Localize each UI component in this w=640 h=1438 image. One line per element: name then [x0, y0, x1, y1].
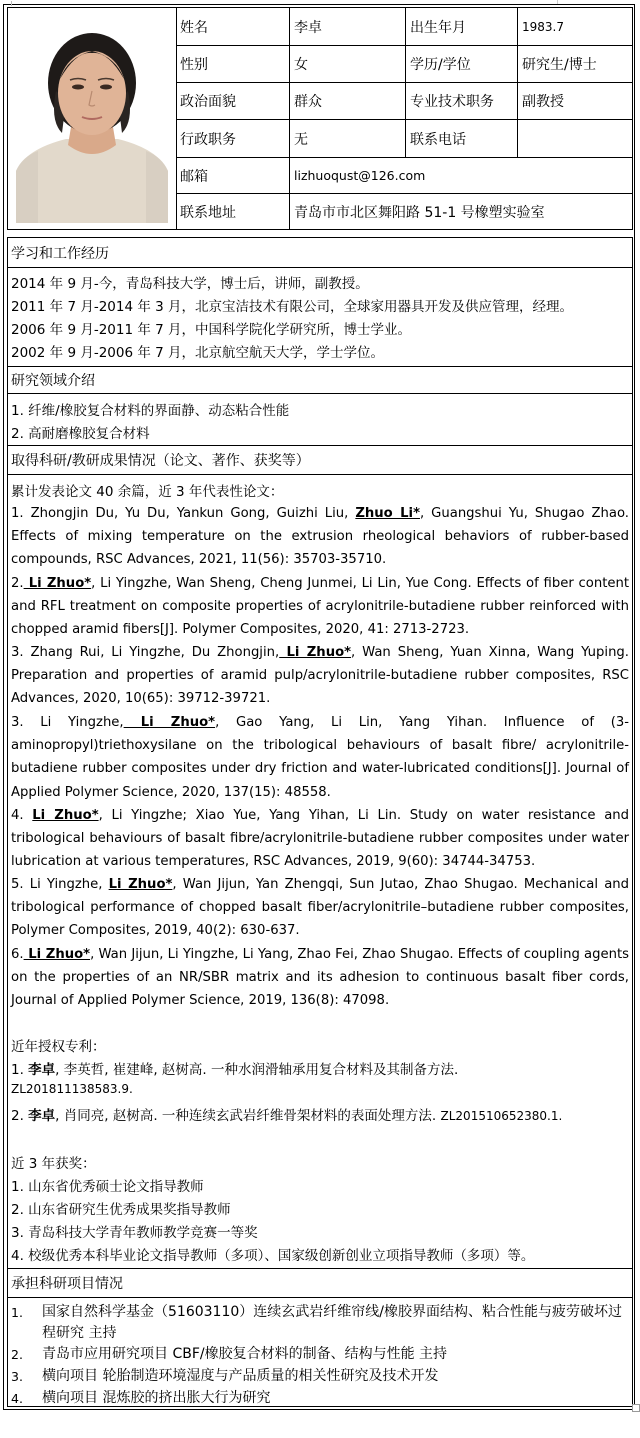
paper-authors: 1. Zhongjin Du, Yu Du, Yankun Gong, Guizhi Liu,: [11, 506, 356, 521]
label-address: 联系地址: [176, 194, 290, 229]
value-name: 李卓: [290, 8, 406, 45]
self-author: Li Zhuo*: [32, 808, 99, 823]
paper-citation: , Li Yingzhe; Xiao Yue, Yang Yihan, Li Lin. Study on water resistance and tribological behaviours of basalt fibre/acrylonitrile-butadiene rubber composites under water lubrication at various temperatures, RSC Advances, 2019, 9(60): 34744-34753.: [11, 808, 629, 870]
self-author: Li Zhuo*: [23, 947, 91, 962]
value-admin-post: 无: [290, 120, 406, 157]
profile-row-gender: [176, 46, 632, 83]
project-number: 1.: [11, 1305, 23, 1320]
value-degree: 研究生/博士: [522, 57, 597, 73]
project-number: 3.: [11, 1369, 23, 1384]
profile-row-email: [176, 158, 632, 194]
profile-grid: [176, 8, 632, 229]
paper-item: [11, 873, 629, 943]
person-portrait-icon: [16, 21, 168, 223]
project-text: 横向项目 轮胎制造环境湿度与产品质量的相关性研究及技术开发: [42, 1368, 439, 1384]
patent-code: ZL201510652380.1.: [440, 1109, 563, 1123]
paper-authors: 2.: [11, 576, 24, 591]
profile-table: [7, 7, 633, 230]
paper-item: [11, 804, 629, 874]
paper-citation: , Li Yingzhe, Wan Sheng, Cheng Junmei, Li Lin, Yue Cong. Effects of fiber content and RFL treatment on composite properties of acrylonitrile-butadiene rubber reinforced with chopped aramid fibers[J]. Polymer Composites, 2020, 41: 2713-2723.: [11, 576, 630, 638]
patent-item: [11, 1058, 458, 1078]
paper-authors: 3. Li Yingzhe,: [11, 715, 124, 730]
experience-item: 2002 年 9 月-2006 年 7 月，北京航空航天大学，学士学位。: [11, 345, 385, 361]
experience-item: 2006 年 9 月-2011 年 7 月，中国科学院化学研究所，博士学业。: [11, 322, 412, 338]
self-author: Li Zhuo*: [279, 645, 352, 660]
research-item: 1. 纤维/橡胶复合材料的界面静、动态粘合性能: [11, 403, 290, 419]
self-author: Zhuo Li*: [355, 506, 420, 521]
patent-number: 1.: [11, 1062, 29, 1078]
patents-intro: 近年授权专利：: [11, 1039, 106, 1055]
paper-citation: , Gao Yang, Li Lin, Yang Yihan. Influence of (3-aminopropyl)triethoxysilane on the tribological behaviours of basalt fibre/ acrylonitrile-butadiene rubber composites under dry friction and water-lubricated conditions[J]. Journal of Applied Polymer Science, 2020, 137(15): 48558.: [11, 715, 629, 800]
paper-authors: 6.: [11, 947, 24, 962]
project-item: [11, 1344, 631, 1365]
project-text: 青岛市应用研究项目 CBF/橡胶复合材料的制备、结构与性能 主持: [42, 1346, 448, 1362]
award-item: 2. 山东省研究生优秀成果奖指导教师: [11, 1202, 231, 1218]
paper-citation: , Wan Jijun, Yan Zhengqi, Sun Jutao, Zhao Shugao. Mechanical and tribological performance of chopped basalt fiber/acrylonitrile–butadiene rubber composites, Polymer Composites, 2019, 40(2): 630-637.: [11, 877, 630, 939]
profile-row-politics: [176, 83, 632, 120]
resize-handle[interactable]: [632, 1404, 640, 1412]
self-inventor: 李卓: [28, 1108, 56, 1124]
paper-authors: 5. Li Yingzhe,: [11, 877, 109, 892]
self-inventor: 李卓: [28, 1062, 56, 1078]
label-name: 姓名: [176, 8, 290, 45]
paper-item: [11, 641, 629, 711]
photo-cell: [8, 8, 177, 229]
self-author: Li Zhuo*: [108, 877, 173, 892]
paper-authors: 4.: [11, 808, 33, 823]
project-item: [11, 1302, 631, 1344]
paper-item: [11, 943, 629, 1013]
patent-number: 2.: [11, 1108, 29, 1124]
award-item: 4. 校级优秀本科毕业论文指导教师（多项）、国家级创新创业立项指导教师（多项）等。: [11, 1248, 535, 1264]
paper-item: [11, 502, 629, 572]
award-item: 3. 青岛科技大学青年教师教学竞赛一等奖: [11, 1225, 258, 1241]
project-text: 国家自然科学基金（51603110）连续玄武岩纤维帘线/橡胶界面结构、粘合性能与疲劳破坏过程研究 主持: [42, 1304, 622, 1341]
papers-intro: 累计发表论文 40 余篇，近 3 年代表性论文：: [11, 484, 284, 500]
profile-row-name: [176, 8, 632, 46]
patent-title: , 李英哲, 崔建峰, 赵树高. 一种水润滑轴承用复合材料及其制备方法.: [55, 1062, 459, 1078]
paper-authors: 3. Zhang Rui, Li Yingzhe, Du Zhongjin,: [11, 645, 280, 660]
label-email: 邮箱: [176, 158, 290, 193]
projects-heading: 承担科研项目情况: [8, 1268, 632, 1298]
project-item: [11, 1388, 631, 1409]
label-birth: 出生年月: [406, 8, 518, 45]
cv-body: [7, 237, 633, 1407]
experience-heading: 学习和工作经历: [8, 238, 632, 268]
label-politics: 政治面貌: [176, 83, 290, 119]
profile-row-address: [176, 194, 632, 229]
award-item: 1. 山东省优秀硕士论文指导教师: [11, 1179, 204, 1195]
label-degree: 学历/学位: [406, 46, 518, 82]
label-title: 专业技术职务: [406, 83, 518, 119]
profile-row-admin: [176, 120, 632, 158]
paper-citation: , Wan Jijun, Li Yingzhe, Li Yang, Zhao Fei, Zhao Shugao. Effects of coupling agents on the properties of an NR/SBR matrix and its adhesion to continuous basalt fiber cords, Journal of Applied Polymer Science, 2019, 136(8): 47098.: [11, 947, 629, 1009]
project-text: 横向项目 混炼胶的挤出胀大行为研究: [42, 1390, 271, 1406]
label-gender: 性别: [176, 46, 290, 82]
value-address: 青岛市市北区舞阳路 51-1 号橡塑实验室: [294, 204, 545, 221]
patent-code: ZL201811138583.9.: [11, 1082, 133, 1096]
label-admin-post: 行政职务: [176, 120, 290, 157]
profile-photo: [16, 21, 168, 223]
patent-title: , 肖同亮, 赵树高. 一种连续玄武岩纤维骨架材料的表面处理方法.: [55, 1108, 437, 1124]
achievements-heading: 取得科研/教研成果情况（论文、著作、获奖等）: [8, 445, 632, 475]
self-author: Li Zhuo*: [23, 576, 92, 591]
patent-item: [11, 1104, 562, 1124]
self-author: Li Zhuo*: [123, 715, 216, 730]
experience-item: 2014 年 9 月-今，青岛科技大学，博士后，讲师，副教授。: [11, 276, 369, 292]
label-phone: 联系电话: [406, 120, 518, 157]
value-title: 副教授: [522, 94, 564, 110]
experience-item: 2011 年 7 月-2014 年 3 月，北京宝洁技术有限公司，全球家用器具开发及供应管理，经理。: [11, 299, 574, 315]
paper-item: [11, 711, 629, 804]
email-link[interactable]: lizhuoqust@126.com: [294, 168, 426, 183]
project-number: 4.: [11, 1391, 23, 1406]
awards-intro: 近 3 年获奖：: [11, 1156, 96, 1172]
value-phone: [518, 120, 632, 157]
project-number: 2.: [11, 1347, 23, 1362]
value-politics: 群众: [290, 83, 406, 119]
value-gender: 女: [290, 46, 406, 82]
page-corner-mark: [557, 0, 638, 4]
value-birth: 1983.7: [522, 19, 564, 34]
project-item: [11, 1366, 631, 1387]
paper-citation: , Guangshui Yu, Shugao Zhao. Effects of mixing temperature on the extrusion rheological behaviors of rubber-based compounds, RSC Advances, 2021, 11(56): 35703-35710.: [11, 506, 629, 568]
research-heading: 研究领域介绍: [8, 366, 632, 394]
paper-item: [11, 572, 629, 642]
paper-citation: , Wan Sheng, Yuan Xinna, Wang Yuping. Preparation and properties of aramid pulp/acrylonitrile-butadiene rubber composites, RSC Advances, 2020, 10(65): 39712-39721.: [11, 645, 629, 707]
research-item: 2. 高耐磨橡胶复合材料: [11, 426, 150, 442]
